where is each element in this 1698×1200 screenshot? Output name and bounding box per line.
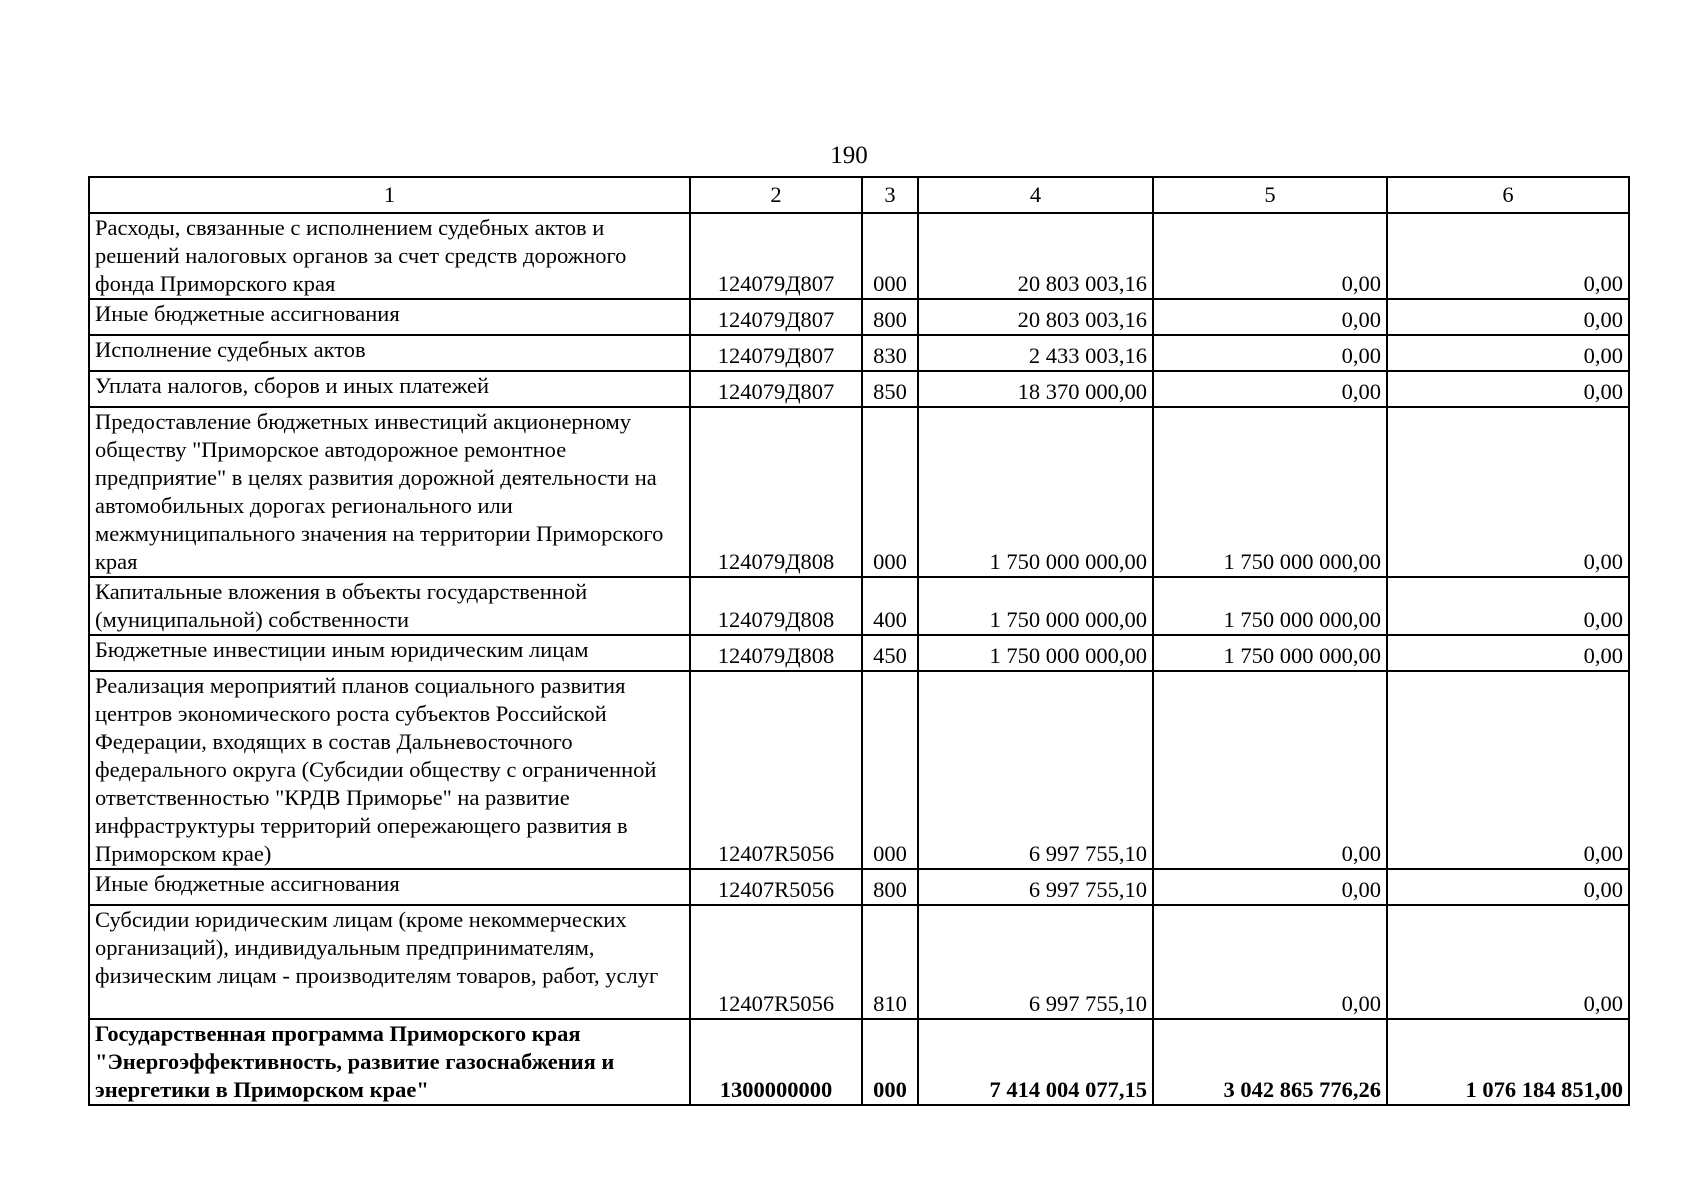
row-value-4: 20 803 003,16: [918, 299, 1153, 335]
row-name: Иные бюджетные ассигнования: [89, 869, 690, 905]
row-value-4: 7 414 004 077,15: [918, 1019, 1153, 1105]
row-name: Уплата налогов, сборов и иных платежей: [89, 371, 690, 407]
column-header: 3: [862, 177, 918, 213]
table-row: [89, 635, 1629, 671]
column-header: 2: [690, 177, 862, 213]
row-code: 124079Д807: [690, 213, 862, 299]
table-row: [89, 335, 1629, 371]
row-value-6: 0,00: [1387, 213, 1629, 299]
row-type: 000: [862, 407, 918, 577]
row-type: 400: [862, 577, 918, 635]
row-value-4: 20 803 003,16: [918, 213, 1153, 299]
page-number: 190: [830, 142, 868, 169]
row-value-5: 1 750 000 000,00: [1153, 635, 1387, 671]
row-value-6: 0,00: [1387, 577, 1629, 635]
row-value-4: 6 997 755,10: [918, 671, 1153, 869]
row-value-4: 1 750 000 000,00: [918, 635, 1153, 671]
row-value-4: 1 750 000 000,00: [918, 407, 1153, 577]
row-value-4: 1 750 000 000,00: [918, 577, 1153, 635]
table-row: [89, 577, 1629, 635]
row-name: Бюджетные инвестиции иным юридическим лицам: [89, 635, 690, 671]
column-header: 5: [1153, 177, 1387, 213]
row-value-4: 6 997 755,10: [918, 905, 1153, 1019]
row-value-6: 0,00: [1387, 905, 1629, 1019]
row-code: 124079Д807: [690, 371, 862, 407]
row-value-5: 1 750 000 000,00: [1153, 577, 1387, 635]
row-value-4: 18 370 000,00: [918, 371, 1153, 407]
row-value-4: 2 433 003,16: [918, 335, 1153, 371]
row-value-5: 0,00: [1153, 213, 1387, 299]
row-type: 000: [862, 213, 918, 299]
row-name: Капитальные вложения в объекты государственной (муниципальной) собственности: [89, 577, 690, 635]
row-code: 124079Д807: [690, 335, 862, 371]
row-value-6: 0,00: [1387, 635, 1629, 671]
row-name: Государственная программа Приморского края "Энергоэффективность, развитие газоснабжения и энергетики в Приморском крае": [89, 1019, 690, 1105]
table-row: [89, 671, 1629, 869]
row-value-5: 0,00: [1153, 335, 1387, 371]
column-header: 4: [918, 177, 1153, 213]
row-value-6: 1 076 184 851,00: [1387, 1019, 1629, 1105]
table-row: [89, 299, 1629, 335]
row-value-5: 0,00: [1153, 869, 1387, 905]
table-header-row: [89, 177, 1629, 213]
row-type: 000: [862, 1019, 918, 1105]
row-type: 810: [862, 905, 918, 1019]
table-row: [89, 213, 1629, 299]
row-type: 850: [862, 371, 918, 407]
table-row-program-total: [89, 1019, 1629, 1105]
row-type: 450: [862, 635, 918, 671]
table-row: [89, 407, 1629, 577]
row-value-6: 0,00: [1387, 407, 1629, 577]
budget-table: [88, 176, 1630, 1106]
row-code: 12407R5056: [690, 869, 862, 905]
row-type: 830: [862, 335, 918, 371]
row-code: 1300000000: [690, 1019, 862, 1105]
row-value-6: 0,00: [1387, 335, 1629, 371]
row-value-5: 0,00: [1153, 299, 1387, 335]
row-value-5: 1 750 000 000,00: [1153, 407, 1387, 577]
row-value-5: 0,00: [1153, 905, 1387, 1019]
row-value-5: 0,00: [1153, 671, 1387, 869]
row-code: 12407R5056: [690, 905, 862, 1019]
table-row: [89, 869, 1629, 905]
row-value-6: 0,00: [1387, 671, 1629, 869]
row-value-6: 0,00: [1387, 869, 1629, 905]
column-header: 1: [89, 177, 690, 213]
row-name: Субсидии юридическим лицам (кроме некоммерческих организаций), индивидуальным предпринимателям, физическим лицам - производителям товаров, работ, услуг: [89, 905, 690, 1019]
row-code: 12407R5056: [690, 671, 862, 869]
row-code: 124079Д807: [690, 299, 862, 335]
row-value-6: 0,00: [1387, 371, 1629, 407]
row-type: 800: [862, 869, 918, 905]
row-code: 124079Д808: [690, 635, 862, 671]
table-row: [89, 371, 1629, 407]
row-name: Реализация мероприятий планов социального развития центров экономического роста субъектов Российской Федерации, входящих в состав Дальневосточного федерального округа (Субсидии обществу с ограниченной ответственностью "КРДВ Приморье" на развитие инфраструктуры территорий опережающего развития в Приморском крае): [89, 671, 690, 869]
row-code: 124079Д808: [690, 577, 862, 635]
row-name: Расходы, связанные с исполнением судебных актов и решений налоговых органов за счет средств дорожного фонда Приморского края: [89, 213, 690, 299]
row-name: Предоставление бюджетных инвестиций акционерному обществу "Приморское автодорожное ремонтное предприятие" в целях развития дорожной деятельности на автомобильных дорогах регионального или межмуниципального значения на территории Приморского края: [89, 407, 690, 577]
row-value-6: 0,00: [1387, 299, 1629, 335]
row-value-5: 3 042 865 776,26: [1153, 1019, 1387, 1105]
row-type: 000: [862, 671, 918, 869]
row-name: Иные бюджетные ассигнования: [89, 299, 690, 335]
row-type: 800: [862, 299, 918, 335]
table-row: [89, 905, 1629, 1019]
row-value-5: 0,00: [1153, 371, 1387, 407]
row-value-4: 6 997 755,10: [918, 869, 1153, 905]
row-code: 124079Д808: [690, 407, 862, 577]
column-header: 6: [1387, 177, 1629, 213]
row-name: Исполнение судебных актов: [89, 335, 690, 371]
